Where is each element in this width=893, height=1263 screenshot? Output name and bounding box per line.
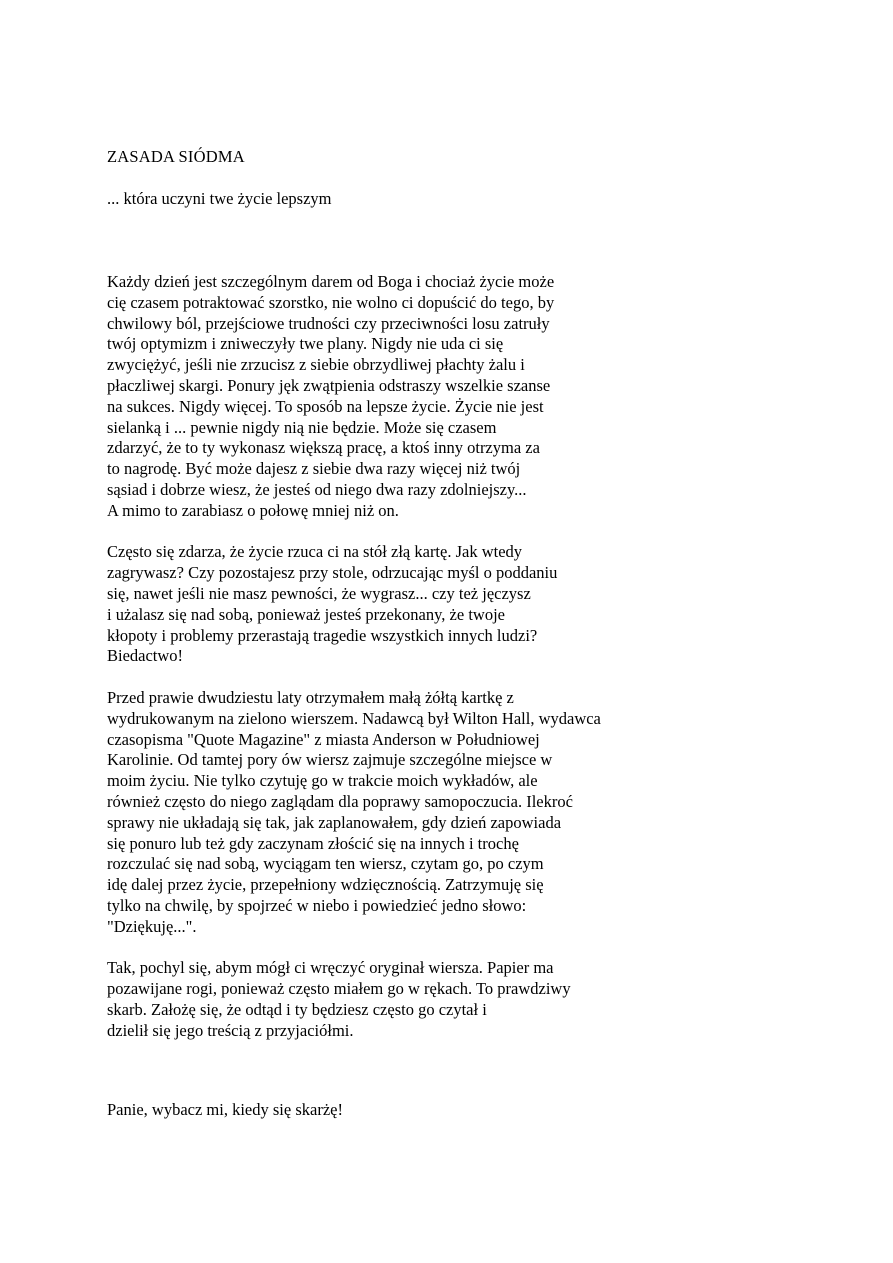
text-line: płaczliwej skargi. Ponury jęk zwątpienia odstraszy wszelkie szanse — [107, 375, 551, 395]
text-line: i użalasz się nad sobą, ponieważ jesteś przekonany, że twoje — [107, 604, 505, 624]
text-line: zagrywasz? Czy pozostajesz przy stole, odrzucając myśl o poddaniu — [107, 563, 558, 583]
text-line: Każdy dzień jest szczególnym darem od Boga i chociaż życie może — [107, 272, 555, 291]
text-line: zdarzyć, że to ty wykonasz większą pracę, a ktoś inny otrzyma za — [107, 438, 540, 458]
text-line: A mimo to zarabiasz o połowę mniej niż on. — [107, 500, 399, 520]
document-title: ZASADA SIÓDMA — [107, 147, 245, 166]
text-line: pozawijane rogi, ponieważ często miałem go w rękach. To prawdziwy — [107, 979, 571, 999]
closing-line: Panie, wybacz mi, kiedy się skarżę! — [107, 1100, 343, 1119]
text-line: twój optymizm i zniweczyły twe plany. Nigdy nie uda ci się — [107, 334, 504, 354]
text-line: rozczulać się nad sobą, wyciągam ten wiersz, czytam go, po czym — [107, 854, 544, 874]
text-line: skarb. Założę się, że odtąd i ty będziesz często go czytał i — [107, 999, 487, 1019]
text-line: to nagrodę. Być może dajesz z siebie dwa razy więcej niż twój — [107, 459, 521, 479]
text-line: idę dalej przez życie, przepełniony wdzięcznością. Zatrzymuję się — [107, 875, 544, 895]
text-line: cię czasem potraktować szorstko, nie wolno ci dopuścić do tego, by — [107, 292, 555, 312]
paragraph-3 — [107, 688, 667, 938]
text-line: moim życiu. Nie tylko czytuję go w trakcie moich wykładów, ale — [107, 771, 538, 791]
text-line: Karolinie. Od tamtej pory ów wiersz zajmuje szczególne miejsce w — [107, 750, 553, 770]
text-line: Przed prawie dwudziestu laty otrzymałem małą żółtą kartkę z — [107, 687, 514, 707]
text-line: Tak, pochyl się, abym mógł ci wręczyć oryginał wiersza. Papier ma — [107, 958, 554, 978]
text-line: sąsiad i dobrze wiesz, że jesteś od niego dwa razy zdolniejszy... — [107, 479, 527, 499]
text-line: sprawy nie układają się tak, jak zaplanowałem, gdy dzień zapowiada — [107, 812, 562, 832]
document-subtitle: ... która uczyni twe życie lepszym — [107, 189, 332, 208]
text-line: "Dziękuję...". — [107, 916, 197, 936]
text-line: czasopisma "Quote Magazine" z miasta Anderson w Południowej — [107, 729, 540, 749]
paragraph-2 — [107, 542, 667, 667]
text-line: chwilowy ból, przejściowe trudności czy przeciwności losu zatruły — [107, 313, 550, 333]
text-line: się ponuro lub też gdy zaczynam złościć się na innych i trochę — [107, 833, 519, 853]
text-line: sielanką i ... pewnie nigdy nią nie będzie. Może się czasem — [107, 417, 497, 437]
text-line: również często do niego zaglądam dla poprawy samopoczucia. Ilekroć — [107, 791, 573, 811]
text-line: wydrukowanym na zielono wierszem. Nadawcą był Wilton Hall, wydawca — [107, 708, 601, 728]
text-line: Często się zdarza, że życie rzuca ci na stół złą kartę. Jak wtedy — [107, 542, 523, 562]
text-line: kłopoty i problemy przerastają tragedie wszystkich innych ludzi? — [107, 625, 538, 645]
document-body — [107, 272, 667, 1062]
text-line: zwyciężyć, jeśli nie zrzucisz z siebie obrzydliwej płachty żalu i — [107, 355, 525, 375]
text-line: się, nawet jeśli nie masz pewności, że wygrasz... czy też jęczysz — [107, 583, 531, 603]
paragraph-1 — [107, 272, 667, 522]
text-line: tylko na chwilę, by spojrzeć w niebo i powiedzieć jedno słowo: — [107, 895, 527, 915]
text-line: dzielił się jego treścią z przyjaciółmi. — [107, 1020, 354, 1040]
text-line: na sukces. Nigdy więcej. To sposób na lepsze życie. Życie nie jest — [107, 396, 544, 416]
paragraph-4 — [107, 958, 667, 1041]
text-line: Biedactwo! — [107, 646, 184, 666]
